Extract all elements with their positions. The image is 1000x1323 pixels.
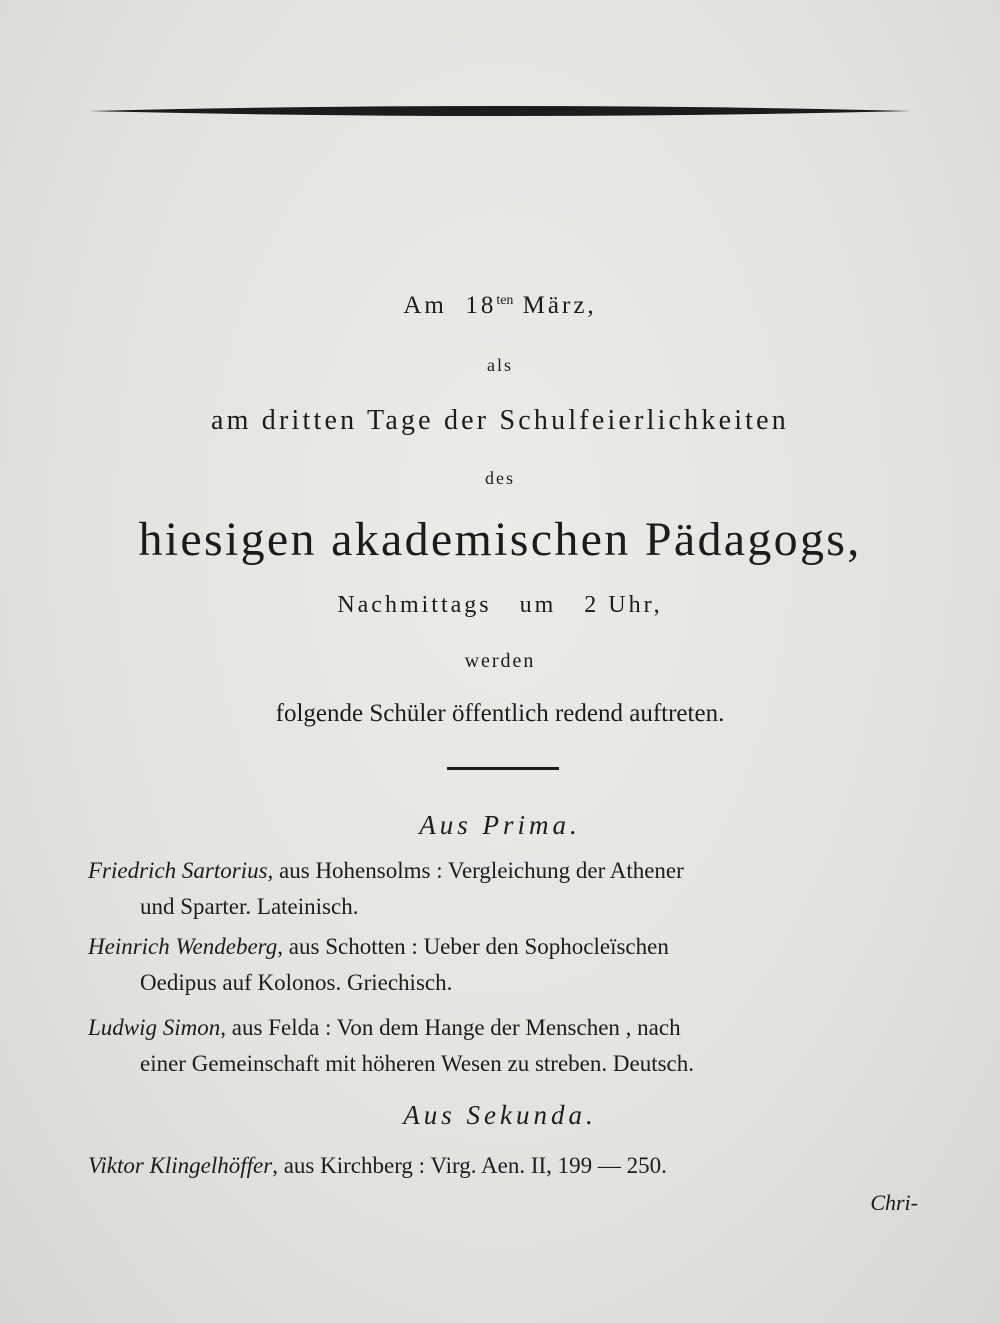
des-line: des <box>485 468 515 488</box>
divider-rule <box>447 767 559 770</box>
intro-line: folgende Schüler öffentlich redend auftreten. <box>275 700 725 727</box>
speaker-topic-continued: und Sparter. Lateinisch. <box>140 894 359 919</box>
speaker-name: Viktor Klingelhöffer <box>88 1153 273 1178</box>
speaker-entry <box>88 929 920 1001</box>
speaker-topic-continued: einer Gemeinschaft mit höheren Wesen zu streben. Deutsch. <box>140 1051 694 1076</box>
speaker-topic-continued: Oedipus auf Kolonos. Griechisch. <box>140 970 453 995</box>
date-line: Am $18^{ten}$ März, <box>403 292 597 319</box>
speaker-topic: , aus Felda : Von dem Hange der Menschen , nach <box>220 1015 681 1040</box>
als-line: als <box>487 355 513 375</box>
catchword: Chri- <box>870 1190 918 1215</box>
speaker-entry <box>88 853 920 925</box>
institution-title: hiesigen akademischen Pädagogs, <box>138 513 862 566</box>
speaker-topic: , aus Kirchberg : Virg. Aen. II, 199 — 250. <box>272 1153 667 1178</box>
speaker-name: Friedrich Sartorius <box>88 858 268 883</box>
section-heading-prima: Aus Prima. <box>419 810 581 840</box>
speaker-topic: , aus Hohensolms : Vergleichung der Athener <box>267 858 684 883</box>
speaker-topic: , aus Schotten : Ueber den Sophocleïschen <box>277 934 669 959</box>
speaker-name: Heinrich Wendeberg <box>88 934 278 959</box>
werden-line: werden <box>464 650 536 672</box>
speaker-entry <box>88 1148 920 1184</box>
occasion-line: am dritten Tage der Schulfeierlichkeiten <box>210 405 789 436</box>
time-line: Nachmittags um 2 Uhr, <box>337 592 663 618</box>
speaker-entry <box>88 1010 920 1082</box>
section-heading-sekunda: Aus Sekunda. <box>403 1100 597 1130</box>
speaker-name: Ludwig Simon <box>88 1015 221 1040</box>
ornamental-rule <box>88 104 912 118</box>
